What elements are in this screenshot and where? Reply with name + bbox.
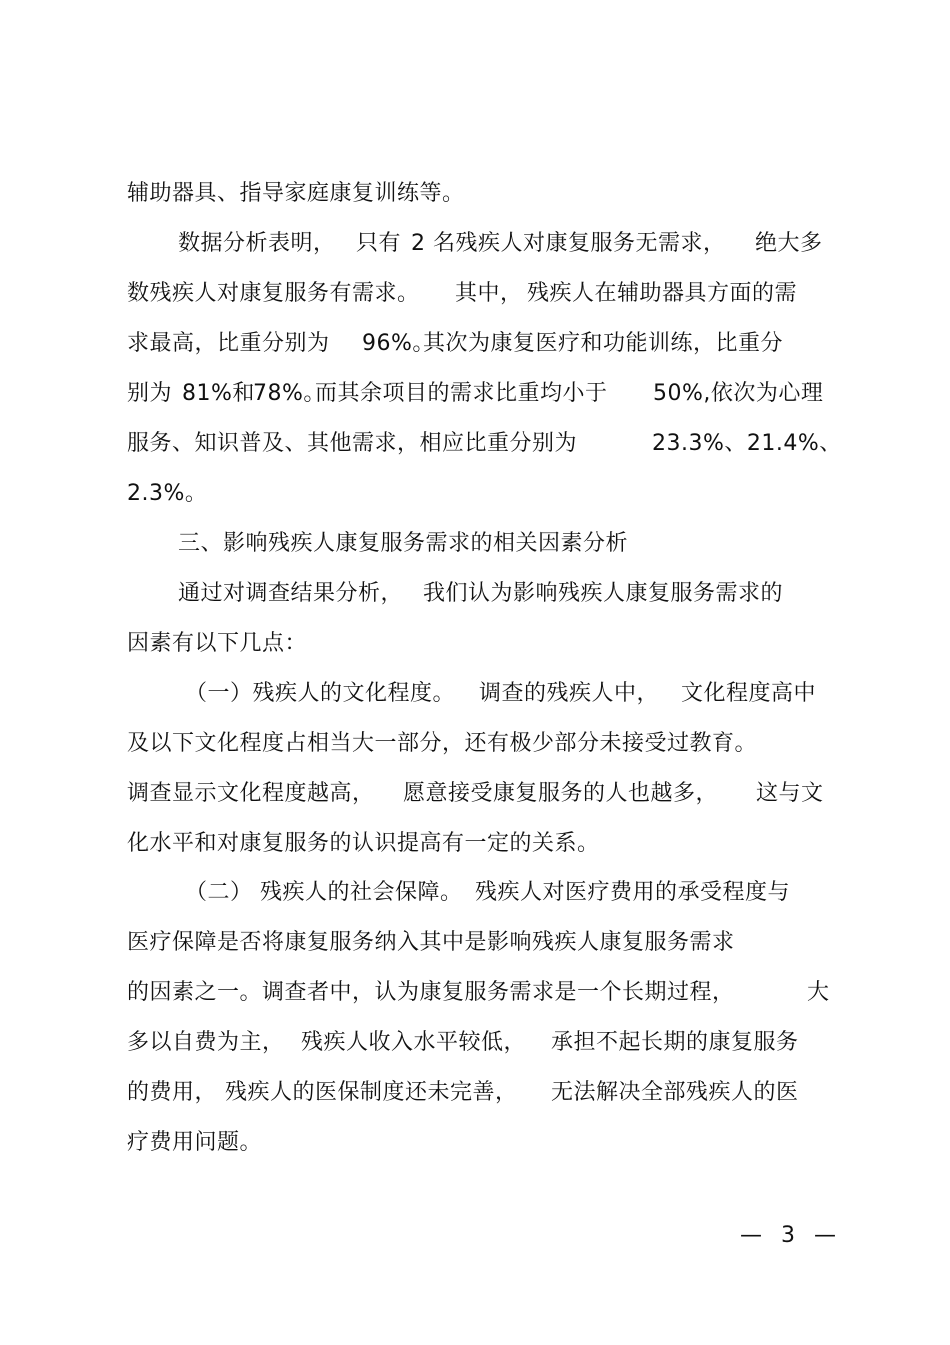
text-run: 调查的残疾人中， [479, 681, 660, 706]
text-run: 的费用， [127, 1080, 218, 1105]
text-run: 医疗保障是否将康复服务纳入其中是影响残疾人康复服务需求 [127, 930, 735, 955]
text-run: 这与文 [756, 781, 824, 806]
text-run: 三、影响残疾人康复服务需求的相关因素分析 [178, 531, 629, 556]
text-run: 我们认为影响残疾人康复服务需求的 [423, 581, 784, 606]
text-run: 的因素之一。调查者中，认为康复服务需求是一个长期过程， [127, 980, 735, 1005]
text-run: 2 名残疾人对康复服务无需求， [411, 231, 726, 256]
text-run: 96%。 [362, 331, 435, 356]
text-run: 而其余项目的需求比重均小于 [315, 381, 608, 406]
text-run: 辅助器具、指导家庭康复训练等。 [127, 181, 465, 206]
text-run: 无法解决全部残疾人的医 [551, 1080, 799, 1105]
text-run: 50%,依次为心理 [653, 381, 824, 406]
text-run: 残疾人在辅助器具方面的需 [527, 281, 798, 306]
text-run: 因素有以下几点： [127, 631, 308, 656]
text-run: 化水平和对康复服务的认识提高有一定的关系。 [127, 831, 600, 856]
text-run: 文化程度高中 [681, 681, 817, 706]
text-run: 调查显示文化程度越高， [127, 781, 375, 806]
text-run: 只有 [356, 231, 402, 256]
text-run: 别为 [127, 381, 173, 406]
text-run: 疗费用问题。 [127, 1130, 263, 1155]
text-run: 2.3%。 [127, 481, 208, 506]
text-run: 残疾人的医保制度还未完善， [225, 1080, 518, 1105]
text-run: 及以下文化程度占相当大一部分，还有极少部分未接受过教育。 [127, 731, 758, 756]
text-run: 其中， [455, 281, 523, 306]
text-run: 数据分析表明， [178, 231, 336, 256]
text-run: 23.3%、21.4%、 [652, 431, 842, 456]
text-run: 残疾人对医疗费用的承受程度与 [475, 880, 791, 905]
text-run: 通过对调查结果分析， [178, 581, 404, 606]
text-run: 愿意接受康复服务的人也越多， [403, 781, 719, 806]
text-run: 服务、知识普及、其他需求，相应比重分别为 [127, 431, 578, 456]
text-run: 多以自费为主， [127, 1030, 285, 1055]
text-run: 承担不起长期的康复服务 [551, 1030, 799, 1055]
text-run: （一）残疾人的文化程度。 [185, 681, 456, 706]
text-run: 求最高，比重分别为 [127, 331, 330, 356]
text-run: 残疾人收入水平较低， [301, 1030, 527, 1055]
text-run: （二） 残疾人的社会保障。 [185, 880, 463, 905]
page-number: — 3 — [740, 1223, 842, 1248]
text-run: 其次为康复医疗和功能训练，比重分 [423, 331, 784, 356]
text-run: 绝大多 [755, 231, 823, 256]
text-run: 大 [807, 980, 830, 1005]
text-run: 81%和 [182, 381, 255, 406]
text-run: 数残疾人对康复服务有需求。 [127, 281, 420, 306]
text-run: 78%。 [253, 381, 326, 406]
